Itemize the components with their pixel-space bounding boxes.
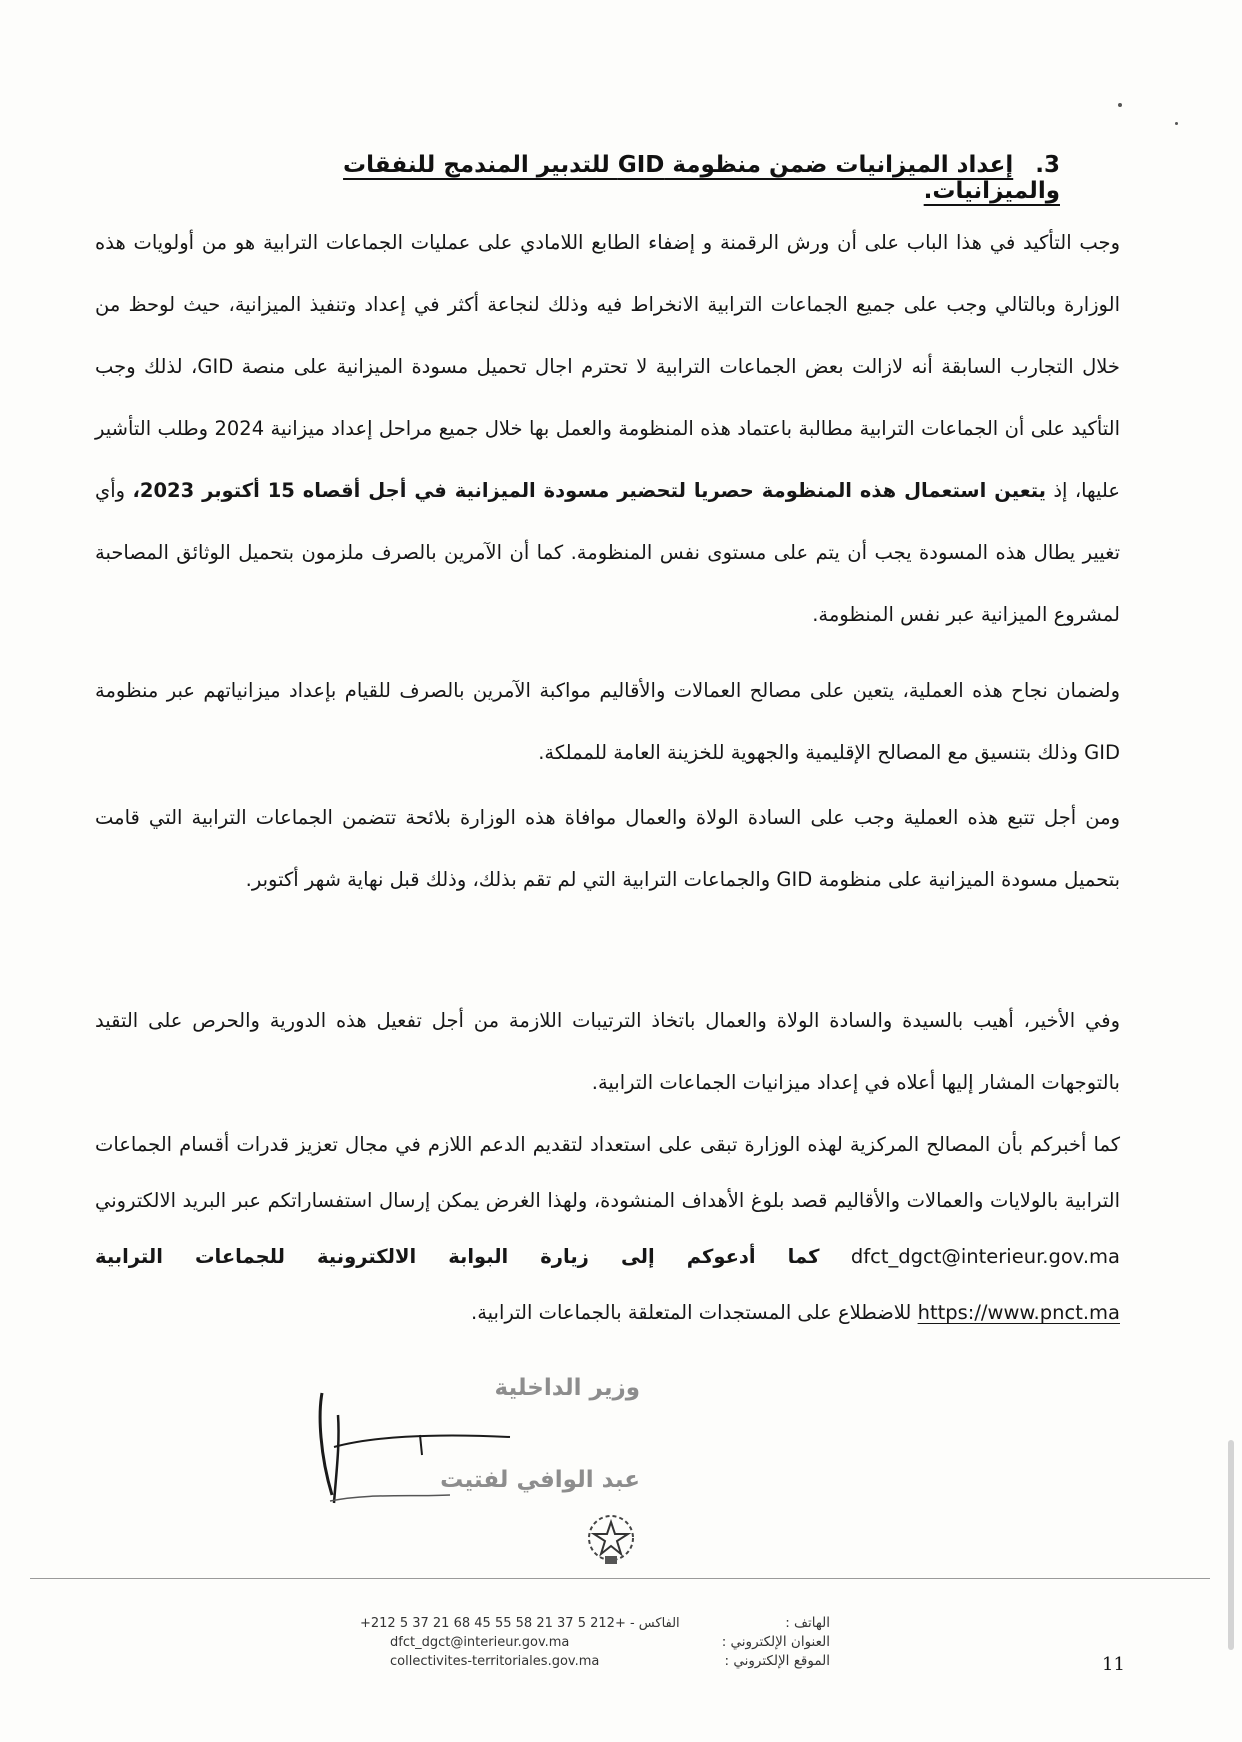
paragraph-2-text: ولضمان نجاح هذه العملية، يتعين على مصالح العمالات والأقاليم مواكبة الآمرين بالصرف للقيام بإعداد ميزانياتهم عبر منظومة GID وذلك بتنسيق مع المصالح الإقليمية والجهوية للخزينة العامة للمملكة. — [95, 679, 1120, 764]
handwritten-signature-icon — [310, 1375, 640, 1515]
footer-email-label: العنوان الإلكتروني : — [721, 1634, 830, 1650]
signature-name: عبد الوافي لفتيت — [440, 1467, 640, 1493]
paragraph-5-text-a: كما أخبركم بأن المصالح المركزية لهذه الوزارة تبقى على استعداد لتقديم الدعم اللازم في مجال تعزيز قدرات أقسام الجماعات الترابية بالولايات والعمالات والأقاليم قصد بلوغ الأهداف المنشودة، ولهذا الغرض يمكن إرسال استفساراتكم عبر البريد الالكتروني — [95, 1133, 1120, 1212]
paragraph-5-text-b: كما أدعوكم إلى زيارة البوابة الالكترونية للجماعات الترابية — [95, 1245, 820, 1268]
footer-contact — [360, 1614, 830, 1671]
paragraph-1 — [95, 212, 1120, 646]
section-title: إعداد الميزانيات ضمن منظومة GID للتدبير المندمج للنفقات والميزانيات. — [343, 152, 1060, 204]
section-heading — [300, 152, 1060, 204]
footer-website[interactable]: collectivites-territoriales.gov.ma — [390, 1654, 600, 1669]
paragraph-1-emphasis: يتعين استعمال هذه المنظومة حصريا لتحضير مسودة الميزانية في أجل أقصاه 15 أكتوبر 2023، — [132, 479, 1047, 502]
minister-signature-block — [310, 1375, 640, 1515]
paragraph-4 — [95, 990, 1120, 1114]
paragraph-1-text-a: وجب التأكيد في هذا الباب على أن ورش الرقمنة و إضفاء الطابع اللامادي على عمليات الجماعات الترابية هو من أولويات هذه الوزارة وبالتالي وجب على جميع الجماعات الترابية الانخراط فيه وذلك لنجاعة أكثر في إعداد وتنفيذ الميزانية، حيث لوحظ من خلال التجارب السابقة أنه لازالت بعض الجماعات الترابية لا تحترم اجال تحميل مسودة الميزانية على منصة GID، لذلك وجب التأكيد على أن الجماعات الترابية مطالبة باعتماد هذه المنظومة والعمل بها خلال جميع مراحل إعداد ميزانية 2024 وطلب التأشير عليها، إذ — [95, 231, 1121, 502]
footer-website-row — [360, 1652, 830, 1671]
scrollbar-thumb[interactable] — [1228, 1440, 1234, 1650]
signature-title: وزير الداخلية — [494, 1375, 640, 1401]
scan-speck — [1118, 103, 1122, 107]
paragraph-5 — [95, 1117, 1120, 1341]
footer-phone-label: الهاتف : — [785, 1615, 830, 1631]
paragraph-2 — [95, 660, 1120, 784]
pnct-website-link[interactable]: https://www.pnct.ma — [917, 1301, 1120, 1324]
paragraph-3 — [95, 787, 1120, 911]
footer-email[interactable]: dfct_dgct@interieur.gov.ma — [390, 1635, 570, 1650]
footer-email-row — [360, 1633, 830, 1652]
contact-email[interactable]: dfct_dgct@interieur.gov.ma — [850, 1245, 1120, 1268]
paragraph-1-text-b: وأي تغيير يطال هذه المسودة يجب أن يتم على مستوى نفس المنظومة. كما أن الآمرين بالصرف ملزمون بتحميل الوثائق المصاحبة لمشروع الميزانية عبر نفس المنظومة. — [95, 479, 1120, 626]
footer-phone-row — [360, 1614, 830, 1633]
footer-website-label: الموقع الإلكتروني : — [724, 1653, 830, 1669]
paragraph-4-text: وفي الأخير، أهيب بالسيدة والسادة الولاة والعمال باتخاذ الترتيبات اللازمة من أجل تفعيل هذه الدورية والحرص على التقيد بالتوجهات المشار إليها أعلاه في إعداد ميزانيات الجماعات الترابية. — [95, 1009, 1120, 1094]
royal-emblem-icon — [578, 1508, 644, 1574]
paragraph-3-text: ومن أجل تتبع هذه العملية وجب على السادة الولاة والعمال موافاة هذه الوزارة بلائحة تتضمن الجماعات الترابية التي قامت بتحميل مسودة الميزانية على منظومة GID والجماعات الترابية التي لم تقم بذلك، وذلك قبل نهاية شهر أكتوبر. — [95, 806, 1120, 891]
page-number: 11 — [1102, 1654, 1125, 1675]
section-number: 3. — [1035, 152, 1060, 178]
paragraph-5-text-c: للاضطلاع على المستجدات المتعلقة بالجماعات الترابية. — [471, 1301, 912, 1324]
footer-phone: +212 5 37 21 68 45 الفاكس - +212 5 37 21 58 55 — [360, 1616, 680, 1631]
footer-divider — [30, 1578, 1210, 1579]
scan-speck — [1175, 122, 1178, 125]
